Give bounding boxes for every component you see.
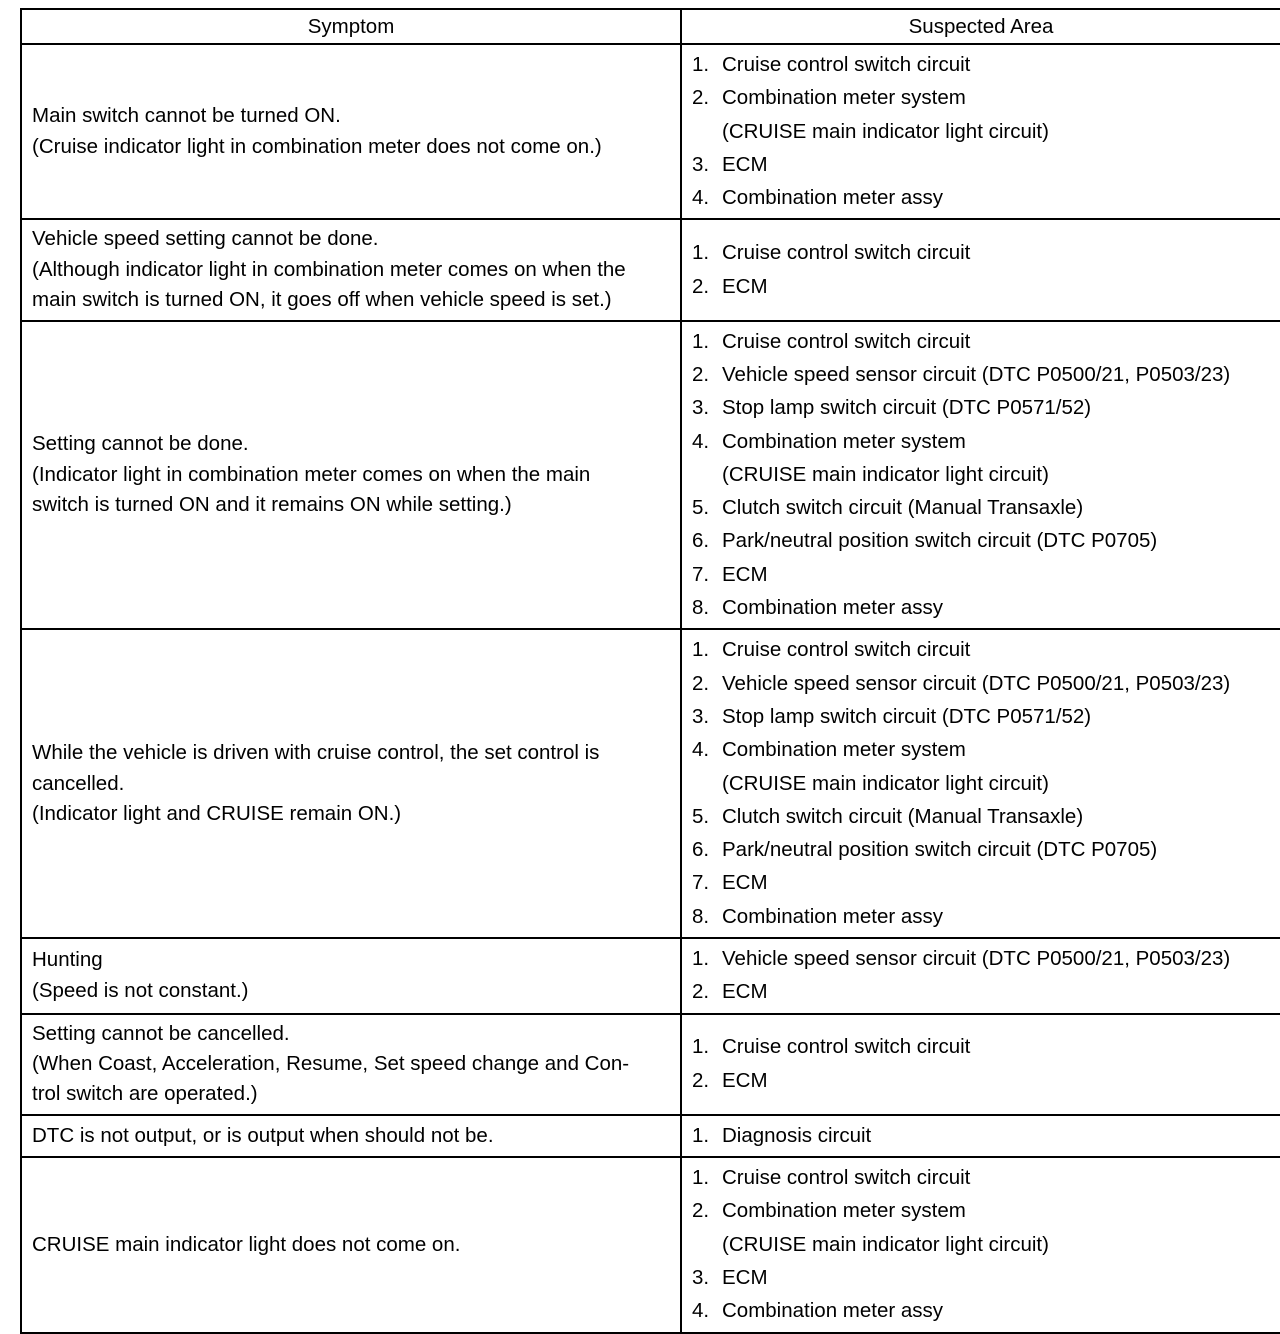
symptom-text-line: switch is turned ON and it remains ON while setting.) xyxy=(32,493,512,517)
list-item-number: 5. xyxy=(692,496,710,520)
list-item xyxy=(692,866,1272,899)
symptom-text-line: (Speed is not constant.) xyxy=(32,978,249,1002)
symptom-cell xyxy=(21,321,681,630)
table-row xyxy=(21,321,1280,630)
list-item xyxy=(692,1030,1272,1063)
list-item-text: Cruise control switch circuit xyxy=(722,1166,971,1190)
list-item xyxy=(692,1064,1272,1097)
list-item xyxy=(692,1261,1272,1294)
list-item xyxy=(692,425,1272,492)
symptom-cell xyxy=(21,629,681,938)
list-item xyxy=(692,358,1272,391)
list-item-number: 2. xyxy=(692,363,710,386)
symptom-text-line: Setting cannot be done. xyxy=(32,432,249,456)
list-item xyxy=(692,270,1272,303)
list-item-subtext: (CRUISE main indicator light circuit) xyxy=(722,462,1049,486)
list-item-text: Combination meter system xyxy=(722,429,966,453)
symptom-text-line: (When Coast, Acceleration, Resume, Set speed change and Con- xyxy=(32,1052,630,1076)
symptom-text-line: (Indicator light and CRUISE remain ON.) xyxy=(32,801,402,825)
list-item-number: 3. xyxy=(692,152,710,176)
symptom-cell xyxy=(21,1014,681,1115)
table-row xyxy=(21,1157,1280,1332)
symptom-text-line: Main switch cannot be turned ON. xyxy=(32,104,341,128)
suspected-area-cell xyxy=(681,321,1280,630)
table-row xyxy=(21,219,1280,320)
list-item-number: 1. xyxy=(692,638,710,662)
list-item xyxy=(692,633,1272,666)
list-item-subtext: (CRUISE main indicator light circuit) xyxy=(722,1232,1049,1256)
list-item xyxy=(692,975,1272,1008)
list-item xyxy=(692,48,1272,81)
list-item-subtext: (CRUISE main indicator light circuit) xyxy=(722,119,1049,143)
suspected-area-list xyxy=(692,236,1272,303)
list-item-number: 1. xyxy=(692,1123,710,1147)
list-item-number: 7. xyxy=(692,562,710,586)
list-item xyxy=(692,700,1272,733)
suspected-area-list xyxy=(692,633,1272,933)
list-item xyxy=(692,181,1272,214)
symptom-text-line: Hunting xyxy=(32,948,103,972)
list-item xyxy=(692,833,1272,866)
list-item-number: 4. xyxy=(692,1299,710,1323)
symptom-text-line: (Cruise indicator light in combination meter does not come on.) xyxy=(32,134,602,158)
list-item xyxy=(692,81,1272,148)
list-item-text: Cruise control switch circuit xyxy=(722,638,971,662)
list-item-text: ECM xyxy=(722,562,768,586)
list-item-text: Stop lamp switch circuit (DTC P0571/52) xyxy=(722,704,1092,728)
list-item xyxy=(692,591,1272,624)
suspected-area-list xyxy=(692,48,1272,214)
list-item-number: 4. xyxy=(692,738,710,762)
list-item-number: 2. xyxy=(692,980,710,1004)
list-item-number: 2. xyxy=(692,1068,710,1092)
symptom-cell xyxy=(21,1157,681,1332)
list-item xyxy=(692,1161,1272,1194)
symptom-text-line: Setting cannot be cancelled. xyxy=(32,1021,290,1045)
symptom-header: Symptom xyxy=(21,9,681,44)
table-row xyxy=(21,1115,1280,1157)
list-item-text: Clutch switch circuit (Manual Transaxle) xyxy=(722,804,1084,828)
list-item xyxy=(692,491,1272,524)
list-item-subtext: (CRUISE main indicator light circuit) xyxy=(722,771,1049,795)
symptom-text-line: cancelled. xyxy=(32,771,125,795)
suspected-area-cell xyxy=(681,629,1280,938)
list-item xyxy=(692,1194,1272,1261)
list-item-text: Combination meter system xyxy=(722,738,966,762)
list-item-text: Clutch switch circuit (Manual Transaxle) xyxy=(722,496,1084,520)
symptom-table xyxy=(20,8,1280,1334)
list-item-text: ECM xyxy=(722,980,768,1004)
suspected-area-cell xyxy=(681,44,1280,219)
table-row xyxy=(21,938,1280,1014)
list-item-number: 5. xyxy=(692,804,710,828)
list-item-number: 4. xyxy=(692,186,710,210)
symptom-text-line: (Although indicator light in combination meter comes on when the xyxy=(32,257,626,281)
list-item-text: ECM xyxy=(722,152,768,176)
list-item-number: 1. xyxy=(692,241,710,265)
list-item-number: 2. xyxy=(692,671,710,695)
list-item-number: 3. xyxy=(692,396,710,420)
table-row xyxy=(21,44,1280,219)
suspected-area-cell xyxy=(681,938,1280,1014)
list-item xyxy=(692,942,1272,975)
suspected-area-cell xyxy=(681,1014,1280,1115)
list-item-text: Combination meter assy xyxy=(722,904,944,928)
list-item-text: Cruise control switch circuit xyxy=(722,1035,971,1059)
table-body xyxy=(21,44,1280,1333)
list-item-text: Cruise control switch circuit xyxy=(722,241,971,265)
list-item-number: 6. xyxy=(692,838,710,862)
symptom-cell xyxy=(21,219,681,320)
symptom-cell xyxy=(21,1115,681,1157)
list-item-number: 1. xyxy=(692,329,710,353)
symptom-text-line: Vehicle speed setting cannot be done. xyxy=(32,227,379,251)
list-item xyxy=(692,524,1272,557)
suspected-area-list xyxy=(692,1030,1272,1097)
list-item-number: 2. xyxy=(692,1199,710,1223)
list-item xyxy=(692,733,1272,800)
list-item-number: 1. xyxy=(692,947,710,971)
symptom-text-line: trol switch are operated.) xyxy=(32,1082,258,1106)
table-row xyxy=(21,1014,1280,1115)
symptom-text-line: (Indicator light in combination meter comes on when the main xyxy=(32,462,591,486)
list-item-text: Combination meter assy xyxy=(722,186,944,210)
suspected-area-list xyxy=(692,325,1272,625)
table-row xyxy=(21,629,1280,938)
list-item-text: ECM xyxy=(722,871,768,895)
list-item-text: Combination meter system xyxy=(722,1199,966,1223)
list-item xyxy=(692,558,1272,591)
list-item-text: Combination meter system xyxy=(722,86,966,110)
list-item xyxy=(692,1294,1272,1327)
list-item xyxy=(692,325,1272,358)
symptom-cell xyxy=(21,938,681,1014)
list-item xyxy=(692,1119,1272,1152)
header-row xyxy=(21,9,1280,44)
list-item xyxy=(692,800,1272,833)
list-item-number: 2. xyxy=(692,86,710,110)
list-item-number: 8. xyxy=(692,904,710,928)
list-item xyxy=(692,391,1272,424)
list-item-number: 4. xyxy=(692,429,710,453)
list-item-text: Combination meter assy xyxy=(722,596,944,620)
list-item-text: Combination meter assy xyxy=(722,1299,944,1323)
list-item-text: ECM xyxy=(722,1266,768,1290)
list-item-text: Park/neutral position switch circuit (DTC P0705) xyxy=(722,529,1158,553)
list-item-text: ECM xyxy=(722,274,768,298)
list-item-number: 7. xyxy=(692,871,710,895)
list-item-text: Diagnosis circuit xyxy=(722,1123,872,1147)
list-item-number: 3. xyxy=(692,704,710,728)
list-item-number: 8. xyxy=(692,596,710,620)
list-item-number: 2. xyxy=(692,274,710,298)
list-item xyxy=(692,667,1272,700)
symptom-text-line: main switch is turned ON, it goes off when vehicle speed is set.) xyxy=(32,288,612,312)
suspected-area-list xyxy=(692,942,1272,1009)
suspected-area-cell xyxy=(681,1115,1280,1157)
list-item-text: ECM xyxy=(722,1068,768,1092)
list-item xyxy=(692,236,1272,269)
list-item-number: 6. xyxy=(692,529,710,553)
suspected-area-header: Suspected Area xyxy=(681,9,1280,44)
symptom-cell xyxy=(21,44,681,219)
list-item-text: Cruise control switch circuit xyxy=(722,329,971,353)
list-item-number: 1. xyxy=(692,53,710,76)
suspected-area-cell xyxy=(681,1157,1280,1332)
list-item-text: Park/neutral position switch circuit (DTC P0705) xyxy=(722,838,1158,862)
list-item-text: Cruise control switch circuit xyxy=(722,53,971,76)
list-item xyxy=(692,148,1272,181)
list-item xyxy=(692,900,1272,933)
list-item-text: Stop lamp switch circuit (DTC P0571/52) xyxy=(722,396,1092,420)
symptom-text-line: DTC is not output, or is output when should not be. xyxy=(32,1123,494,1147)
list-item-text: Vehicle speed sensor circuit (DTC P0500/21, P0503/23) xyxy=(722,363,1231,386)
suspected-area-cell xyxy=(681,219,1280,320)
list-item-number: 1. xyxy=(692,1035,710,1059)
symptom-text-line: CRUISE main indicator light does not come on. xyxy=(32,1232,461,1256)
list-item-text: Vehicle speed sensor circuit (DTC P0500/21, P0503/23) xyxy=(722,671,1231,695)
list-item-number: 1. xyxy=(692,1166,710,1190)
list-item-number: 3. xyxy=(692,1266,710,1290)
list-item-text: Vehicle speed sensor circuit (DTC P0500/21, P0503/23) xyxy=(722,947,1231,971)
suspected-area-list xyxy=(692,1119,1272,1152)
suspected-area-list xyxy=(692,1161,1272,1327)
symptom-text-line: While the vehicle is driven with cruise control, the set control is xyxy=(32,741,600,765)
